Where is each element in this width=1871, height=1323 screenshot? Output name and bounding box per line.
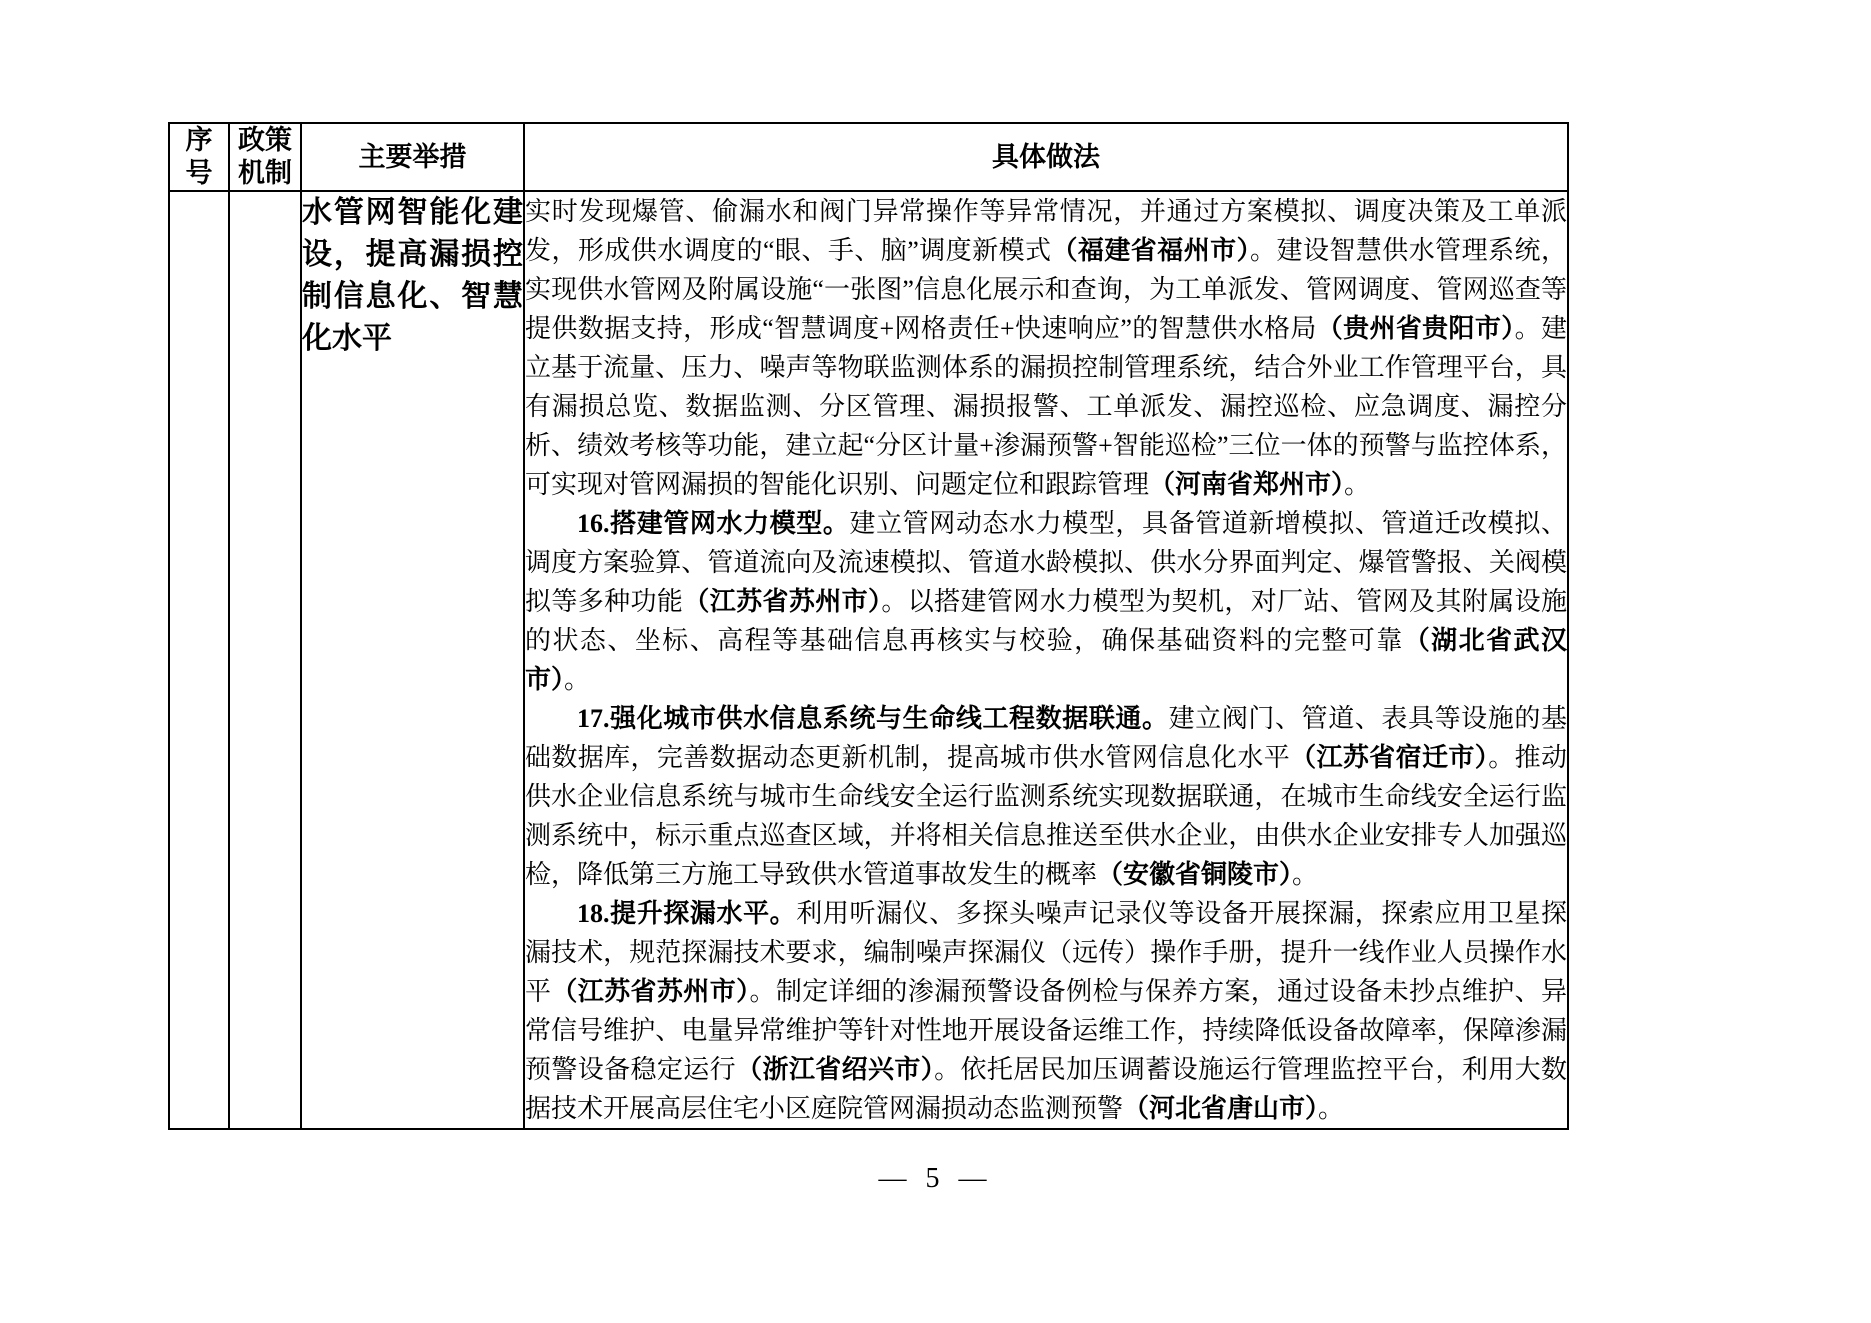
details-paragraph	[525, 192, 1567, 504]
header-cell-serial: 序号	[169, 123, 229, 191]
text-segment: 。	[1292, 860, 1319, 889]
bold-text-segment: （贵州省贵阳市）	[1316, 314, 1515, 343]
text-segment: 。依托居民加压调蓄设施运行管理监控平台，利用大数据技术开展高层住宅小区庭院管网漏损动态监测预警	[525, 1055, 1567, 1123]
page-number: — 5 —	[878, 1163, 993, 1194]
bold-text-segment: 16.搭建管网水力模型。	[577, 509, 850, 538]
serial-cell	[169, 191, 229, 1129]
text-segment: 。	[1344, 470, 1371, 499]
text-segment: 。建立基于流量、压力、噪声等物联监测体系的漏损控制管理系统，结合外业工作管理平台，具有漏损总览、数据监测、分区管理、漏损报警、工单派发、漏控巡检、应急调度、漏控分析、绩效考核等功能，建立起“分区计量+渗漏预警+智能巡检”三位一体的预警与监控体系，可实现对管网漏损的智能化识别、问题定位和跟踪管理	[525, 314, 1567, 499]
details-paragraph	[525, 894, 1567, 1128]
bold-text-segment: （安徽省铜陵市）	[1097, 860, 1293, 889]
bold-text-segment: （江苏省苏州市）	[551, 977, 750, 1006]
text-segment: 。建设智慧供水管理系统，实现供水管网及附属设施“一张图”信息化展示和查询，为工单派发、管网调度、管网巡查等提供数据支持，形成“智慧调度+网格责任+快速响应”的智慧供水格局	[525, 236, 1567, 343]
text-segment: 。以搭建管网水力模型为契机，对厂站、管网及其附属设施的状态、坐标、高程等基础信息再核实与校验，确保基础资料的完整可靠	[525, 587, 1567, 655]
text-segment: 。推动供水企业信息系统与城市生命线安全运行监测系统实现数据联通，在城市生命线安全运行监测系统中，标示重点巡查区域，并将相关信息推送至供水企业，由供水企业安排专人加强巡检，降低第三方施工导致供水管道事故发生的概率	[525, 743, 1567, 889]
text-segment: 建立阀门、管道、表具等设施的基础数据库，完善数据动态更新机制，提高城市供水管网信息化水平	[525, 704, 1567, 772]
header-cell-policy-mechanism: 政策机制	[229, 123, 301, 191]
text-segment: 。制定详细的渗漏预警设备例检与保养方案，通过设备未抄点维护、异常信号维护、电量异常维护等针对性地开展设备运维工作，持续降低设备故障率，保障渗漏预警设备稳定运行	[525, 977, 1567, 1084]
main-measure-cell: 水管网智能化建设，提高漏损控制信息化、智慧化水平	[301, 191, 524, 1129]
bold-text-segment: （湖北省武汉市）	[525, 626, 1567, 694]
bold-text-segment: （江苏省苏州市）	[683, 587, 882, 616]
bold-text-segment: （江苏省宿迁市）	[1290, 743, 1489, 772]
bold-text-segment: （浙江省绍兴市）	[736, 1055, 935, 1084]
text-segment: 建立管网动态水力模型，具备管道新增模拟、管道迁改模拟、调度方案验算、管道流向及流速模拟、管道水龄模拟、供水分界面判定、爆管警报、关阀模拟等多种功能	[525, 509, 1567, 616]
text-segment: 实时发现爆管、偷漏水和阀门异常操作等异常情况，并通过方案模拟、调度决策及工单派发，形成供水调度的“眼、手、脑”调度新模式	[525, 197, 1567, 265]
header-cell-details: 具体做法	[524, 123, 1568, 191]
bold-text-segment: （河南省郑州市）	[1149, 470, 1345, 499]
text-segment: 利用听漏仪、多探头噪声记录仪等设备开展探漏，探索应用卫星探漏技术，规范探漏技术要求，编制噪声探漏仪（远传）操作手册，提升一线作业人员操作水平	[525, 899, 1567, 1006]
bold-text-segment: （福建省福州市）	[1051, 236, 1251, 265]
details-cell	[524, 191, 1568, 1129]
policy-mechanism-cell	[229, 191, 301, 1129]
policy-table	[168, 122, 1569, 1130]
text-segment: 。	[564, 665, 591, 694]
text-segment: 。	[1318, 1094, 1345, 1123]
header-cell-main-measure: 主要举措	[301, 123, 524, 191]
table-row	[169, 191, 1568, 1129]
bold-text-segment: 17.强化城市供水信息系统与生命线工程数据联通。	[577, 704, 1169, 733]
bold-text-segment: 18.提升探漏水平。	[577, 899, 797, 928]
bold-text-segment: （河北省唐山市）	[1123, 1094, 1319, 1123]
details-paragraph	[525, 504, 1567, 699]
table-header-row	[169, 123, 1568, 191]
details-paragraph	[525, 699, 1567, 894]
